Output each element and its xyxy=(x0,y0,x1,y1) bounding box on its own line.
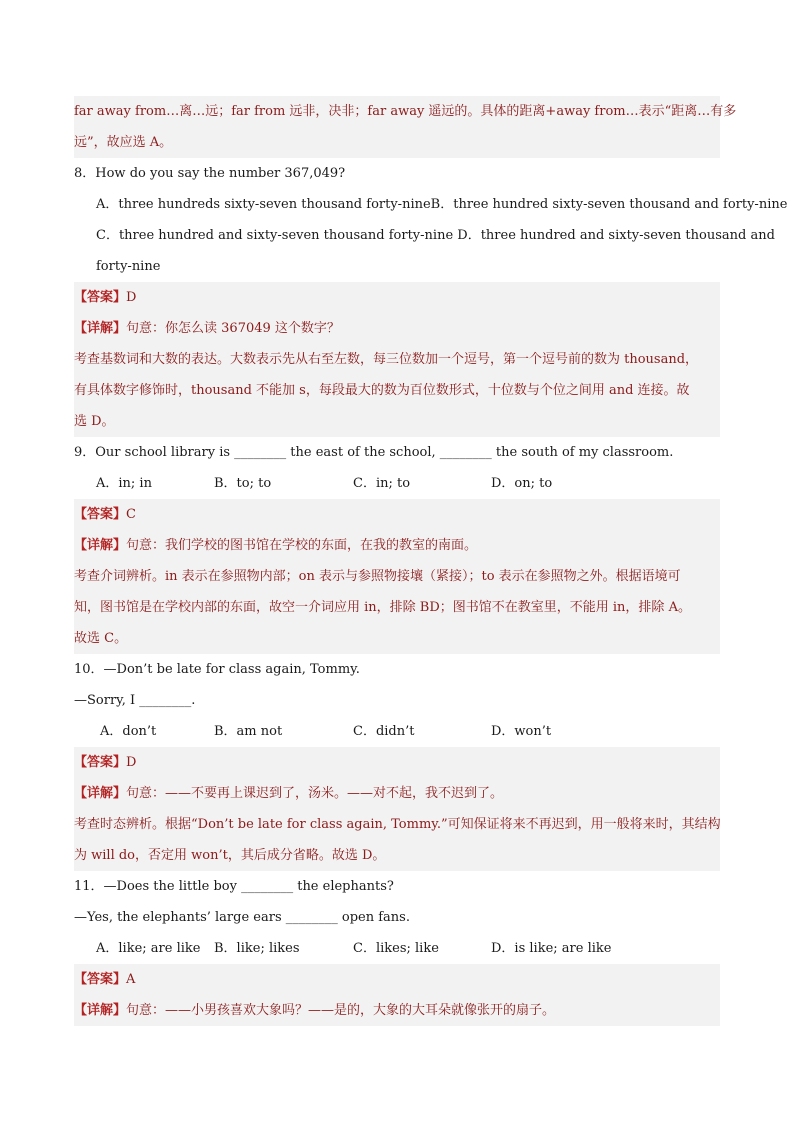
detail-line xyxy=(74,995,720,1026)
detail-label: 【详解】 xyxy=(74,786,127,801)
detail-text: 句意：——小男孩喜欢大象吗？——是的，大象的大耳朵就像张开的扇子。 xyxy=(126,1003,556,1018)
option-a: A．don’t xyxy=(100,724,157,739)
question-9-stem: 9．Our school library is ________ the east of the school, ________ the south of my classroom. xyxy=(74,445,674,460)
option-d: D．is like; are like xyxy=(491,941,612,956)
option-c: C．in; to xyxy=(353,476,411,491)
explanation-line: 远”，故应选 A。 xyxy=(74,135,173,150)
answer-box-11 xyxy=(74,964,720,1026)
question-8-option-d-cont: forty-nine xyxy=(96,259,161,274)
option-c: C．likes; like xyxy=(353,941,439,956)
detail-text: 句意：你怎么读 367049 这个数字？ xyxy=(126,321,340,336)
answer-label: 【答案】 xyxy=(74,755,127,770)
question-8-options-cd: C．three hundred and sixty-seven thousand forty-nine D．three hundred and sixty-seven thousand and xyxy=(96,228,775,243)
answer-line xyxy=(74,747,720,778)
question-11-stem: 11．—Does the little boy ________ the elephants? xyxy=(74,879,394,894)
question-8-stem: 8．How do you say the number 367,049? xyxy=(74,166,346,181)
option-b: B．am not xyxy=(214,724,283,739)
option-b: B．to; to xyxy=(214,476,272,491)
detail-label: 【详解】 xyxy=(74,321,127,336)
answer-value: D xyxy=(126,290,137,305)
detail-line: 为 will do，否定用 won’t，其后成分省略。故选 D。 xyxy=(74,848,386,863)
detail-line: 考查基数词和大数的表达。大数表示先从右至左数，每三位数加一个逗号，第一个逗号前的数为 thousand， xyxy=(74,352,699,367)
question-8-options-ab: A．three hundreds sixty-seven thousand forty-nineB．three hundred sixty-seven thousand and forty-nine xyxy=(96,197,788,212)
answer-line xyxy=(74,282,720,313)
answer-value: D xyxy=(126,755,137,770)
answer-box-10 xyxy=(74,747,720,871)
detail-line: 故选 C。 xyxy=(74,631,128,646)
question-11-stem-2: —Yes, the elephants’ large ears ________ open fans. xyxy=(74,910,410,925)
question-10-options xyxy=(74,716,720,747)
detail-line: 考查介词辨析。in 表示在参照物内部；on 表示与参照物接壤（紧接）；to 表示在参照物之外。根据语境可 xyxy=(74,569,681,584)
option-a: A．like; are like xyxy=(96,941,201,956)
question-9-options xyxy=(74,468,720,499)
explanation-line: far away from…离…远；far from 远非，决非；far away 遥远的。具体的距离+away from…表示“距离…有多 xyxy=(74,104,737,119)
answer-box-8 xyxy=(74,282,720,437)
option-a: A．in; in xyxy=(96,476,152,491)
detail-label: 【详解】 xyxy=(74,1003,127,1018)
document-page xyxy=(74,96,788,1026)
detail-label: 【详解】 xyxy=(74,538,127,553)
answer-line xyxy=(74,499,720,530)
explanation-box xyxy=(74,96,737,158)
answer-line xyxy=(74,964,720,995)
option-b: B．like; likes xyxy=(214,941,300,956)
detail-text: 句意：我们学校的图书馆在学校的东面，在我的教室的南面。 xyxy=(126,538,478,553)
answer-value: C xyxy=(126,507,136,522)
option-d: D．on; to xyxy=(491,476,553,491)
option-c: C．didn’t xyxy=(353,724,415,739)
answer-label: 【答案】 xyxy=(74,290,127,305)
option-d: D．won’t xyxy=(491,724,552,739)
answer-label: 【答案】 xyxy=(74,972,127,987)
answer-label: 【答案】 xyxy=(74,507,127,522)
detail-line: 考查时态辨析。根据“Don’t be late for class again, Tommy.”可知保证将来不再迟到，用一般将来时，其结构 xyxy=(74,817,721,832)
detail-line: 有具体数字修饰时，thousand 不能加 s，每段最大的数为百位数形式，十位数与个位之间用 and 连接。故 xyxy=(74,383,690,398)
detail-line xyxy=(74,778,720,809)
detail-line xyxy=(74,530,720,561)
detail-line xyxy=(74,313,720,344)
detail-line: 知，图书馆是在学校内部的东面，故空一介词应用 in，排除 BD；图书馆不在教室里，不能用 in，排除 A。 xyxy=(74,600,691,615)
answer-value: A xyxy=(126,972,136,987)
detail-line: 选 D。 xyxy=(74,414,115,429)
detail-text: 句意：——不要再上课迟到了，汤米。——对不起，我不迟到了。 xyxy=(126,786,504,801)
question-10-stem: 10．—Don’t be late for class again, Tommy. xyxy=(74,662,360,677)
question-11-options xyxy=(74,933,720,964)
question-10-stem-2: —Sorry, I ________. xyxy=(74,693,196,708)
answer-box-9 xyxy=(74,499,720,654)
